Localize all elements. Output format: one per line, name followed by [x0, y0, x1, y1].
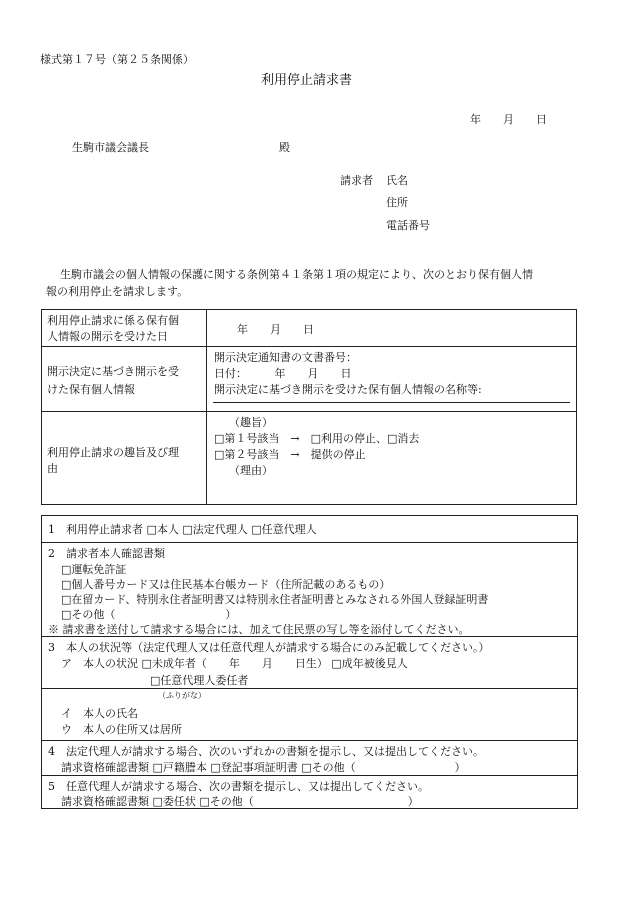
- request-detail-table: [41, 309, 577, 505]
- form-number: 様式第１７号（第２５条関係）: [40, 53, 194, 66]
- intro-line-1: 生駒市議会の個人情報の保護に関する条例第４１条第１項の規定により、次のとおり保有個人情: [60, 268, 533, 281]
- intro-line-2: 報の利用停止を請求します。: [46, 285, 189, 298]
- date-line: 年 月 日: [470, 113, 547, 126]
- section-3-status-2[interactable]: □任意代理人委任者: [150, 674, 249, 687]
- requester-info-box: [41, 515, 578, 809]
- phone-label: 電話番号: [386, 219, 430, 232]
- disclosure-date-value-cell[interactable]: 年 月 日: [207, 310, 577, 347]
- section-3-status[interactable]: ア 本人の状況 □未成年者（ 年 月 日生） □成年被後見人: [61, 657, 408, 670]
- purpose-reason-value-cell[interactable]: （趣旨） □第１号該当 → □利用の停止、□消去 □第２号該当 → 提供の停止 （理由）: [207, 412, 577, 505]
- disclosed-info-label-cell: 開示決定に基づき開示を受 けた保有個人情報: [42, 347, 207, 412]
- section-3-address[interactable]: ウ 本人の住所又は居所: [61, 723, 182, 736]
- disclosed-info-value-cell[interactable]: 開示決定通知書の文書番号： 日付： 年 月 日 開示決定に基づき開示を受けた保有個人情報の名称等:: [207, 347, 577, 412]
- section-3-name[interactable]: イ 本人の氏名: [61, 707, 138, 720]
- disclosure-date-label-cell: 利用停止請求に係る保有個 人情報の開示を受けた日: [42, 310, 207, 347]
- section-2-option-1[interactable]: □運転免許証: [61, 563, 127, 576]
- honorific: 殿: [279, 141, 290, 154]
- section-4-options[interactable]: 請求資格確認書類 □戸籍謄本 □登記事項証明書 □その他（ ）: [61, 761, 466, 774]
- section-2-note: ※ 請求書を送付して請求する場合には、加えて住民票の写し等を添付してください。: [48, 623, 470, 636]
- blank-write-line: [213, 402, 570, 403]
- section-2-option-3[interactable]: □在留カード、特別永住者証明書又は特別永住者証明書とみなされる外国人登録証明書: [61, 593, 489, 606]
- section-5-title: 5 任意代理人が請求する場合、次の書類を提示し、又は提出してください。: [48, 780, 429, 793]
- document-title: 利用停止請求書: [261, 73, 353, 88]
- requester-label: 請求者: [340, 174, 373, 187]
- name-label: 氏名: [386, 174, 408, 187]
- section-2-option-2[interactable]: □個人番号カード又は住民基本台帳カード（住所記載のあるもの）: [61, 578, 391, 591]
- purpose-reason-label-cell: 利用停止請求の趣旨及び理 由: [42, 412, 207, 505]
- section-5-options[interactable]: 請求資格確認書類 □委任状 □その他（ ）: [61, 795, 419, 808]
- section-2-title: 2 請求者本人確認書類: [48, 547, 165, 560]
- section-4-title: 4 法定代理人が請求する場合、次のいずれかの書類を提示し、又は提出してください。: [48, 745, 484, 758]
- section-2-option-4[interactable]: □その他（ ）: [61, 608, 237, 621]
- section-1: 1 利用停止請求者 □本人 □法定代理人 □任意代理人: [48, 523, 317, 536]
- address-label: 住所: [386, 196, 408, 209]
- furigana-label: （ふりがな）: [158, 691, 206, 700]
- addressee: 生駒市議会議長: [72, 141, 149, 154]
- section-3-title: 3 本人の状況等（法定代理人又は任意代理人が請求する場合にのみ記載してください。）: [48, 641, 490, 654]
